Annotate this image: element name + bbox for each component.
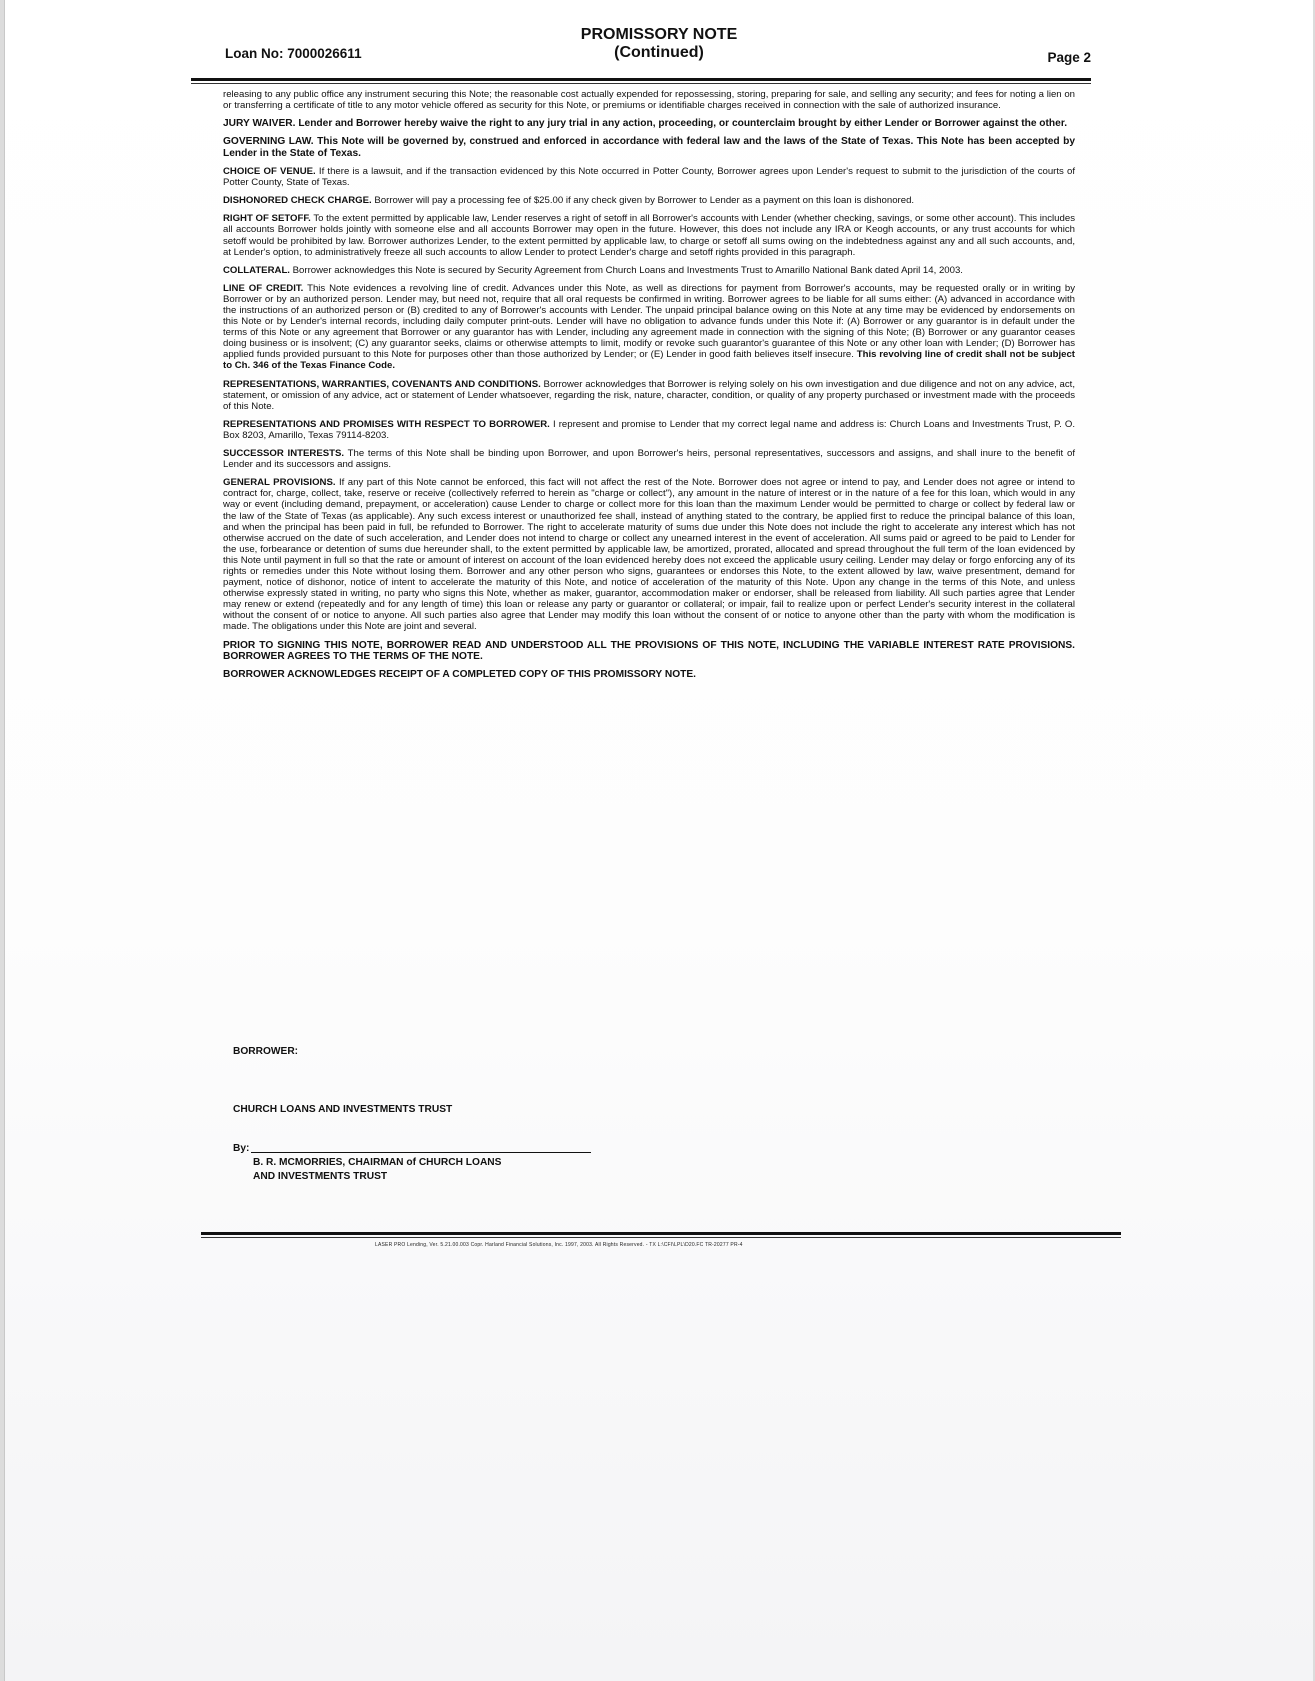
loan-number: Loan No: 7000026611 — [225, 46, 362, 61]
signature-line — [251, 1152, 591, 1153]
borrower-entity: CHURCH LOANS AND INVESTMENTS TRUST — [233, 1104, 453, 1115]
footer-rule — [201, 1232, 1121, 1235]
page-number: Page 2 — [1047, 50, 1091, 65]
promises-heading: REPRESENTATIONS AND PROMISES WITH RESPECT TO BORROWER. — [223, 418, 550, 430]
collateral-text: Borrower acknowledges this Note is secured by Security Agreement from Church Loans and Investments Trust to Amarillo National Bank dated April 14, 2003. — [292, 264, 963, 276]
successor-text: The terms of this Note shall be binding upon Borrower, and upon Borrower's heirs, personal representatives, successors and assigns, and shall inure to the benefit of Lender and its successors and assigns. — [223, 448, 1075, 471]
choice-of-venue-clause — [223, 166, 1075, 188]
setoff-heading: RIGHT OF SETOFF. — [223, 213, 311, 225]
governing-law-heading: GOVERNING LAW. — [223, 136, 314, 148]
acknowledgement-notice: BORROWER ACKNOWLEDGES RECEIPT OF A COMPLETED COPY OF THIS PROMISSORY NOTE. — [223, 669, 696, 681]
document-title — [223, 26, 1095, 62]
title-line-1: PROMISSORY NOTE — [580, 26, 738, 43]
collateral-heading: COLLATERAL. — [223, 264, 290, 276]
document-body — [223, 89, 1075, 687]
credit-heading: LINE OF CREDIT. — [223, 282, 304, 294]
venue-text: If there is a lawsuit, and if the transaction evidenced by this Note occurred in Potter County, Borrower agrees upon Lender's request to submit to the jurisdiction of the courts of Potter County, State of Texas. — [223, 166, 1076, 189]
reps-heading: REPRESENTATIONS, WARRANTIES, COVENANTS AND CONDITIONS. — [223, 378, 541, 390]
header-rule-thin — [191, 83, 1091, 84]
check-heading: DISHONORED CHECK CHARGE. — [223, 195, 372, 207]
credit-text: This Note evidences a revolving line of credit. Advances under this Note, as well as directions for payment from Borrower's accounts, may be requested orally or in writing by Borrower or by an authorized person. Lender may, but need not, require that all oral requests be confirmed in writing. Borrower agrees to be liable for all sums either: (A) advanced in accordance with the instructions of an authorized person or (B) credited to any of Borrower's accounts with Lender. The unpaid principal balance owing on this Note at any time may be evidenced by endorsements on this Note or by Lender's internal records, including daily computer print-outs. Lender will have no obligation to advance funds under this Note if: (A) Borrower or any guarantor is in default under the terms of this Note or any agreement that Borrower or any guarantor has with Lender, including any agreement made in connection with the signing of this Note; (B) Borrower or any guarantor ceases doing business or is insolvent; (C) any guarantor seeks, claims or otherwise attempts to limit, modify or revoke such guarantor's guarantee of this Note or any other loan with Lender; (D) Borrower has applied funds provided pursuant to this Note for purposes other than those authorized by Lender; or (E) Lender in good faith believes itself insecure. — [223, 282, 1075, 361]
credit-bold-text: This revolving line of credit shall not be subject to Ch. 346 of the Texas Finance Code. — [223, 349, 1075, 372]
promises-text: I represent and promise to Lender that my correct legal name and address is: Church Loans and Investments Trust, P. O. Box 8203, Amarillo, Texas 79114-8203. — [223, 418, 1075, 441]
setoff-text: To the extent permitted by applicable law, Lender reserves a right of setoff in all Borrower's accounts with Lender (whether checking, savings, or some other account). This includes all accounts Borrower holds jointly with someone else and all accounts Borrower may open in the future. However, this does not include any IRA or Keogh accounts, or any trust accounts for which setoff would be prohibited by law. Borrower authorizes Lender, to the extent permitted by applicable law, to charge or setoff all sums owing on the indebtedness against any and all such accounts, and, at Lender's option, to administratively freeze all such accounts to allow Lender to protect Lender's charge and setoff rights provided in this paragraph. — [223, 213, 1075, 258]
collateral-clause — [223, 265, 1075, 276]
governing-law-text: This Note will be governed by, construed and enforced in accordance with federal law and the laws of the State of Texas. This Note has been accepted by Lender in the State of Texas. — [223, 136, 1075, 159]
representations-clause — [223, 379, 1075, 412]
header-rule — [191, 78, 1091, 81]
signer-name-line-2: AND INVESTMENTS TRUST — [253, 1171, 388, 1182]
setoff-clause — [223, 213, 1075, 257]
jury-waiver-text: Lender and Borrower hereby waive the right to any jury trial in any action, proceeding, or counterclaim brought by either Lender or Borrower against the other. — [298, 118, 1068, 130]
prior-to-signing-notice: PRIOR TO SIGNING THIS NOTE, BORROWER READ AND UNDERSTOOD ALL THE PROVISIONS OF THIS NOTE, INCLUDING THE VARIABLE INTEREST RATE PROVISIONS. BORROWER AGREES TO THE TERMS OF THE NOTE. — [223, 639, 1075, 662]
general-provisions-clause — [223, 477, 1075, 632]
successor-clause — [223, 448, 1075, 470]
title-line-2: (Continued) — [614, 44, 704, 61]
governing-law-clause — [223, 136, 1075, 159]
general-heading: GENERAL PROVISIONS. — [223, 477, 336, 489]
jury-waiver-heading: JURY WAIVER. — [223, 118, 296, 130]
promises-clause — [223, 419, 1075, 441]
document-page — [4, 0, 1313, 1681]
venue-heading: CHOICE OF VENUE. — [223, 166, 316, 178]
page-header — [223, 26, 1095, 78]
by-label: By: — [233, 1143, 250, 1154]
borrower-label: BORROWER: — [233, 1046, 299, 1057]
general-text: If any part of this Note cannot be enforced, this fact will not affect the rest of the Note. Borrower does not agree or intend to pay, and Lender does not agree or intend to contract for, charge, collect, take, reserve or receive (collectively referred to herein as "charge or collect"), any amount in the nature of interest or in the nature of a fee for this loan, which would in any way or event (including demand, prepayment, or acceleration) cause Lender to charge or collect more for this loan than the maximum Lender would be permitted to charge or collect by federal law or the law of the State of Texas (as applicable). Any such excess interest or unauthorized fee shall, instead of anything stated to the contrary, be applied first to reduce the principal balance of this loan, and when the principal has been paid in full, be refunded to Borrower. The right to accelerate maturity of sums due under this Note does not include the right to accelerate any interest which has not otherwise accrued on the date of such acceleration, and Lender does not intend to charge or collect any unearned interest in the event of acceleration. All sums paid or agreed to be paid to Lender for the use, forbearance or detention of sums due hereunder shall, to the extent permitted by applicable law, be amortized, prorated, allocated and spread throughout the full term of the loan evidenced by this Note until payment in full so that the rate or amount of interest on account of the loan evidenced hereby does not exceed the applicable usury ceiling. Lender may delay or forgo enforcing any of its rights or remedies under this Note without losing them. Borrower and any other person who signs, guarantees or endorses this Note, to the extent allowed by law, waive presentment, demand for payment, notice of dishonor, notice of intent to accelerate the maturity of this Note, and notice of acceleration of the maturity of this Note. Upon any change in the terms of this Note, and unless otherwise expressly stated in writing, no party who signs this Note, whether as maker, guarantor, accommodation maker or endorser, shall be released from liability. All such parties agree that Lender may renew or extend (repeatedly and for any length of time) this loan or release any party or guarantor or collateral; or impair, fail to realize upon or perfect Lender's security interest in the collateral without the consent of or notice to anyone. All such parties also agree that Lender may modify this loan without the consent of or notice to anyone other than the party with whom the modification is made. The obligations under this Note are joint and several. — [223, 477, 1076, 633]
dishonored-check-clause — [223, 195, 1075, 206]
line-of-credit-clause — [223, 283, 1075, 372]
signer-name: B. R. MCMORRIES, CHAIRMAN of CHURCH LOANS — [253, 1157, 502, 1168]
intro-paragraph: releasing to any public office any instrument securing this Note; the reasonable cost actually expended for repossessing, storing, preparing for sale, and selling any security; and fees for noting a lien on or transferring a certificate of title to any motor vehicle offered as security for this Note, or premiums or identifiable charges received in connection with the sale of authorized insurance. — [223, 89, 1075, 112]
successor-heading: SUCCESSOR INTERESTS. — [223, 448, 345, 460]
check-text: Borrower will pay a processing fee of $25.00 if any check given by Borrower to Lender as a payment on this loan is dishonored. — [374, 195, 915, 207]
reps-text: Borrower acknowledges that Borrower is relying solely on his own investigation and due diligence and not on any advice, act, statement, or omission of any advice, act or statement of Lender whatsoever, regarding the risk, nature, character, condition, or quality of any property purchased or investment made with the proceeds of this Note. — [223, 378, 1076, 412]
footer-software-credit: LASER PRO Lending, Ver. 5.21.00.003 Copr. Harland Financial Solutions, Inc. 1997, 2003. All Rights Reserved. - TX L:\CFI\LPL\D20.FC TR-20277 PR-4 — [375, 1242, 743, 1248]
footer-rule-thin — [201, 1237, 1121, 1238]
jury-waiver-clause — [223, 118, 1075, 129]
